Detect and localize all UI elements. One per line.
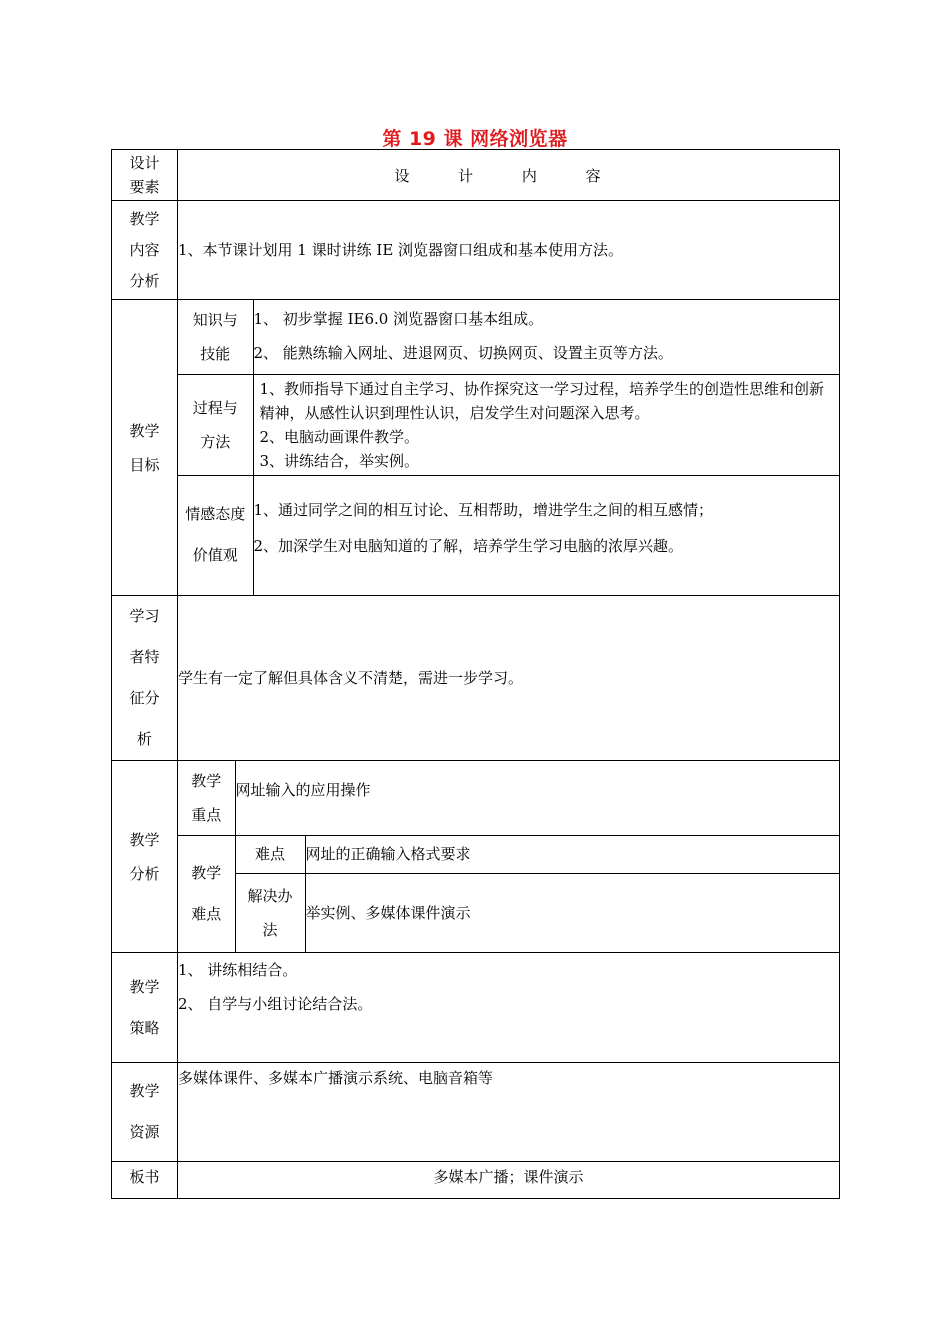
difficulty-solution-label-cell xyxy=(235,873,305,952)
knowledge-line-2: 2、 能熟练输入网址、进退网页、切换网页、设置主页等方法。 xyxy=(253,344,673,362)
objectives-subtable-cell xyxy=(178,300,840,596)
strategy-row xyxy=(112,953,840,1063)
resources-text: 多媒体课件、多媒本广播演示系统、电脑音箱等 xyxy=(178,1063,840,1162)
difficulty-point-text: 网址的正确输入格式要求 xyxy=(305,835,839,873)
learner-label-cell xyxy=(112,596,178,761)
emotion-line-2: 2、加深学生对电脑知道的了解，培养学生学习电脑的浓厚兴趣。 xyxy=(253,537,684,556)
difficulty-label-cell xyxy=(178,835,235,952)
header-row xyxy=(112,150,840,201)
knowledge-label-cell xyxy=(178,300,253,374)
emotion-text-cell xyxy=(253,475,839,595)
header-content-cell: 设 计 内 容 xyxy=(178,150,840,201)
process-label-cell xyxy=(178,374,253,475)
key-point-text: 网址输入的应用操作 xyxy=(235,761,839,835)
strategy-line-1: 1、 讲练相结合。 xyxy=(178,961,298,979)
strategy-label: 教学策略 xyxy=(129,977,160,1037)
knowledge-text-cell xyxy=(253,300,839,374)
learner-label: 学习者特征分析 xyxy=(129,607,160,748)
learner-row xyxy=(112,596,840,761)
process-text-cell xyxy=(253,374,839,475)
difficulty-point-label: 难点 xyxy=(235,835,305,873)
strategy-text-cell xyxy=(178,953,840,1063)
board-row xyxy=(112,1162,840,1199)
key-point-label-cell xyxy=(178,761,235,835)
process-label: 过程与方法 xyxy=(192,398,238,451)
analysis-subtable-cell xyxy=(178,761,840,953)
header-label: 设计要素 xyxy=(129,154,160,196)
objectives-label-cell xyxy=(112,300,178,596)
emotion-label: 情感态度价值观 xyxy=(185,505,246,565)
objectives-label: 教学目标 xyxy=(129,421,160,474)
analysis-subtable xyxy=(178,761,839,952)
page-title: 第 19 课 网络浏览器 xyxy=(382,128,568,150)
emotion-line-1: 1、通过同学之间的相互讨论、互相帮助，增进学生之间的相互感情； xyxy=(253,501,714,520)
process-line-3: 3、讲练结合，举实例。 xyxy=(259,451,420,470)
difficulty-label: 教学难点 xyxy=(191,863,222,923)
difficulty-point-row xyxy=(178,835,839,873)
board-label: 板书 xyxy=(112,1162,178,1199)
knowledge-label: 知识与技能 xyxy=(192,310,238,363)
lesson-plan-table xyxy=(111,149,840,1199)
resources-row xyxy=(112,1063,840,1162)
difficulty-solution-row xyxy=(178,873,839,952)
objectives-subtable xyxy=(178,300,839,595)
key-point-label: 教学重点 xyxy=(191,771,222,824)
board-text: 多媒本广播；课件演示 xyxy=(178,1162,840,1199)
objectives-row xyxy=(112,300,840,596)
content-analysis-label-cell xyxy=(112,201,178,300)
objectives-knowledge-row xyxy=(178,300,839,374)
resources-label: 教学资源 xyxy=(129,1082,160,1141)
analysis-label: 教学分析 xyxy=(129,830,160,883)
objectives-emotion-row xyxy=(178,475,839,595)
process-line-1: 1、教师指导下通过自主学习、协作探究这一学习过程，培养学生的创造性思维和创新精神，从感性认识到理性认识，启发学生对问题深入思考。 xyxy=(259,379,825,422)
strategy-label-cell xyxy=(112,953,178,1063)
learner-text: 学生有一定了解但具体含义不清楚，需进一步学习。 xyxy=(178,596,840,761)
difficulty-solution-text: 举实例、多媒体课件演示 xyxy=(305,873,839,952)
difficulty-solution-label: 解决办法 xyxy=(247,886,293,939)
content-analysis-text: 1、本节课计划用 1 课时讲练 IE 浏览器窗口组成和基本使用方法。 xyxy=(178,201,840,300)
content-analysis-label: 教学内容分析 xyxy=(129,209,160,290)
knowledge-line-1: 1、 初步掌握 IE6.0 浏览器窗口基本组成。 xyxy=(253,310,544,328)
emotion-label-cell xyxy=(178,475,253,595)
process-line-2: 2、电脑动画课件教学。 xyxy=(259,427,420,446)
header-label-cell xyxy=(112,150,178,201)
strategy-line-2: 2、 自学与小组讨论结合法。 xyxy=(178,995,373,1013)
analysis-row xyxy=(112,761,840,953)
content-analysis-row xyxy=(112,201,840,300)
resources-label-cell xyxy=(112,1063,178,1162)
key-point-row xyxy=(178,761,839,835)
analysis-label-cell xyxy=(112,761,178,953)
objectives-process-row xyxy=(178,374,839,475)
